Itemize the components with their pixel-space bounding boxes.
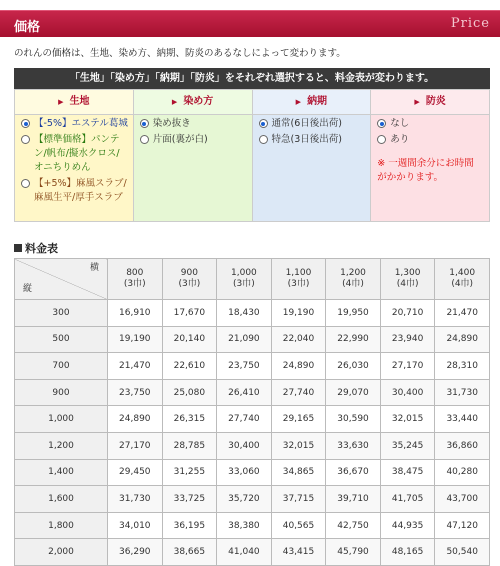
price-cell: 19,190 — [271, 300, 326, 327]
price-cell: 37,715 — [271, 486, 326, 513]
price-table — [14, 258, 490, 566]
price-cell: 30,400 — [380, 379, 435, 406]
price-cell: 16,910 — [108, 300, 163, 327]
fireproof-option-1[interactable]: なし — [371, 115, 489, 131]
radio-icon[interactable] — [259, 135, 268, 144]
price-cell: 26,315 — [162, 406, 217, 433]
price-cell: 43,415 — [271, 539, 326, 566]
price-cell: 23,750 — [217, 353, 272, 380]
price-cell: 29,070 — [326, 379, 381, 406]
dye-header: ▶ 染め方 — [134, 90, 252, 115]
table-row — [15, 512, 490, 539]
table-row — [15, 539, 490, 566]
price-cell: 26,030 — [326, 353, 381, 380]
price-cell: 20,140 — [162, 326, 217, 353]
price-cell: 50,540 — [435, 539, 490, 566]
column-header: 1,000 (3巾) — [217, 259, 272, 300]
price-cell: 21,090 — [217, 326, 272, 353]
table-corner: 横 縦 — [15, 259, 108, 300]
arrow-icon: ▶ — [58, 98, 64, 106]
fabric-header: ▶ 生地 — [15, 90, 133, 115]
radio-icon[interactable] — [377, 119, 386, 128]
price-cell: 27,740 — [217, 406, 272, 433]
price-cell: 27,170 — [108, 432, 163, 459]
radio-icon[interactable] — [21, 119, 30, 128]
fireproof-column — [371, 90, 489, 221]
fireproof-option-2[interactable]: あり — [371, 131, 489, 147]
row-header: 1,400 — [15, 459, 108, 486]
price-cell: 36,195 — [162, 512, 217, 539]
price-cell: 22,610 — [162, 353, 217, 380]
option-panel — [14, 89, 490, 222]
price-cell: 40,280 — [435, 459, 490, 486]
price-cell: 28,310 — [435, 353, 490, 380]
row-header: 1,200 — [15, 432, 108, 459]
column-header: 800 (3巾) — [108, 259, 163, 300]
price-cell: 23,940 — [380, 326, 435, 353]
price-cell: 45,790 — [326, 539, 381, 566]
selection-banner: 「生地」「染め方」「納期」「防炎」をそれぞれ選択すると、料金表が変わります。 — [14, 68, 490, 89]
price-cell: 44,935 — [380, 512, 435, 539]
price-cell: 34,010 — [108, 512, 163, 539]
square-icon — [14, 244, 22, 252]
table-row — [15, 432, 490, 459]
price-cell: 38,475 — [380, 459, 435, 486]
price-cell: 30,590 — [326, 406, 381, 433]
price-cell: 29,450 — [108, 459, 163, 486]
price-cell: 36,670 — [326, 459, 381, 486]
price-cell: 43,700 — [435, 486, 490, 513]
price-cell: 36,290 — [108, 539, 163, 566]
fireproof-header: ▶ 防炎 — [371, 90, 489, 115]
delivery-option-2[interactable]: 特急(3日後出荷) — [253, 131, 371, 147]
price-cell: 23,750 — [108, 379, 163, 406]
price-cell: 19,190 — [108, 326, 163, 353]
delivery-option-1[interactable]: 通常(6日後出荷) — [253, 115, 371, 131]
arrow-icon: ▶ — [295, 98, 302, 106]
price-cell: 26,410 — [217, 379, 272, 406]
price-cell: 25,080 — [162, 379, 217, 406]
price-cell: 39,710 — [326, 486, 381, 513]
arrow-icon: ▶ — [171, 98, 178, 106]
radio-icon[interactable] — [21, 135, 30, 144]
price-cell: 19,950 — [326, 300, 381, 327]
price-cell: 31,730 — [435, 379, 490, 406]
price-cell: 22,040 — [271, 326, 326, 353]
dye-option-2[interactable]: 片面(裏が白) — [134, 131, 252, 147]
page-title: 価格 — [14, 20, 41, 35]
price-table-title: 料金表 — [14, 240, 58, 256]
price-cell: 27,740 — [271, 379, 326, 406]
column-header: 1,400 (4巾) — [435, 259, 490, 300]
price-cell: 29,165 — [271, 406, 326, 433]
price-cell: 41,705 — [380, 486, 435, 513]
price-cell: 27,170 — [380, 353, 435, 380]
fabric-column — [15, 90, 134, 221]
column-header: 1,100 (3巾) — [271, 259, 326, 300]
row-header: 1,000 — [15, 406, 108, 433]
radio-icon[interactable] — [377, 135, 386, 144]
column-header: 900 (3巾) — [162, 259, 217, 300]
table-row — [15, 486, 490, 513]
price-cell: 38,665 — [162, 539, 217, 566]
arrow-icon: ▶ — [414, 98, 420, 106]
price-cell: 24,890 — [271, 353, 326, 380]
price-cell: 28,785 — [162, 432, 217, 459]
radio-icon[interactable] — [259, 119, 268, 128]
price-cell: 33,440 — [435, 406, 490, 433]
fabric-option-1[interactable]: 【-5%】エステル葛城 — [15, 115, 133, 131]
price-cell: 42,750 — [326, 512, 381, 539]
price-cell: 47,120 — [435, 512, 490, 539]
table-row — [15, 326, 490, 353]
delivery-header: ▶ 納期 — [253, 90, 371, 115]
price-cell: 18,430 — [217, 300, 272, 327]
radio-icon[interactable] — [140, 119, 149, 128]
price-cell: 24,890 — [435, 326, 490, 353]
table-row — [15, 300, 490, 327]
row-header: 300 — [15, 300, 108, 327]
price-cell: 22,990 — [326, 326, 381, 353]
delivery-column — [253, 90, 372, 221]
table-row — [15, 379, 490, 406]
price-cell: 34,865 — [271, 459, 326, 486]
price-cell: 41,040 — [217, 539, 272, 566]
price-cell: 36,860 — [435, 432, 490, 459]
fireproof-note: ※ 一週間余分にお時間がかかります。 — [377, 158, 474, 183]
price-cell: 35,245 — [380, 432, 435, 459]
row-header: 2,000 — [15, 539, 108, 566]
price-cell: 17,670 — [162, 300, 217, 327]
price-cell: 21,470 — [435, 300, 490, 327]
fabric-option-3[interactable]: 【+5%】麻風スラブ/麻風生平/厚手スラブ — [15, 175, 133, 205]
price-cell: 24,890 — [108, 406, 163, 433]
dye-column — [134, 90, 253, 221]
row-header: 900 — [15, 379, 108, 406]
column-header: 1,300 (4巾) — [380, 259, 435, 300]
price-cell: 33,725 — [162, 486, 217, 513]
price-cell: 40,565 — [271, 512, 326, 539]
price-cell: 20,710 — [380, 300, 435, 327]
fabric-option-2[interactable]: 【標準価格】パンテン/帆布/擬水クロス/オニちりめん — [15, 131, 133, 175]
price-cell: 31,255 — [162, 459, 217, 486]
price-cell: 31,730 — [108, 486, 163, 513]
page-title-en: Price — [450, 16, 490, 31]
row-header: 1,600 — [15, 486, 108, 513]
price-header — [0, 10, 500, 37]
price-cell: 30,400 — [217, 432, 272, 459]
price-cell: 48,165 — [380, 539, 435, 566]
row-header: 1,800 — [15, 512, 108, 539]
dye-option-1[interactable]: 染め抜き — [134, 115, 252, 131]
column-header: 1,200 (4巾) — [326, 259, 381, 300]
row-header: 700 — [15, 353, 108, 380]
table-row — [15, 459, 490, 486]
price-cell: 33,060 — [217, 459, 272, 486]
price-cell: 33,630 — [326, 432, 381, 459]
table-row — [15, 406, 490, 433]
radio-icon[interactable] — [21, 179, 30, 188]
row-header: 500 — [15, 326, 108, 353]
price-cell: 32,015 — [271, 432, 326, 459]
price-cell: 32,015 — [380, 406, 435, 433]
price-cell: 35,720 — [217, 486, 272, 513]
price-cell: 38,380 — [217, 512, 272, 539]
intro-text: のれんの価格は、生地、染め方、納期、防炎のあるなしによって変わります。 — [14, 48, 346, 59]
radio-icon[interactable] — [140, 135, 149, 144]
table-row — [15, 353, 490, 380]
price-cell: 21,470 — [108, 353, 163, 380]
